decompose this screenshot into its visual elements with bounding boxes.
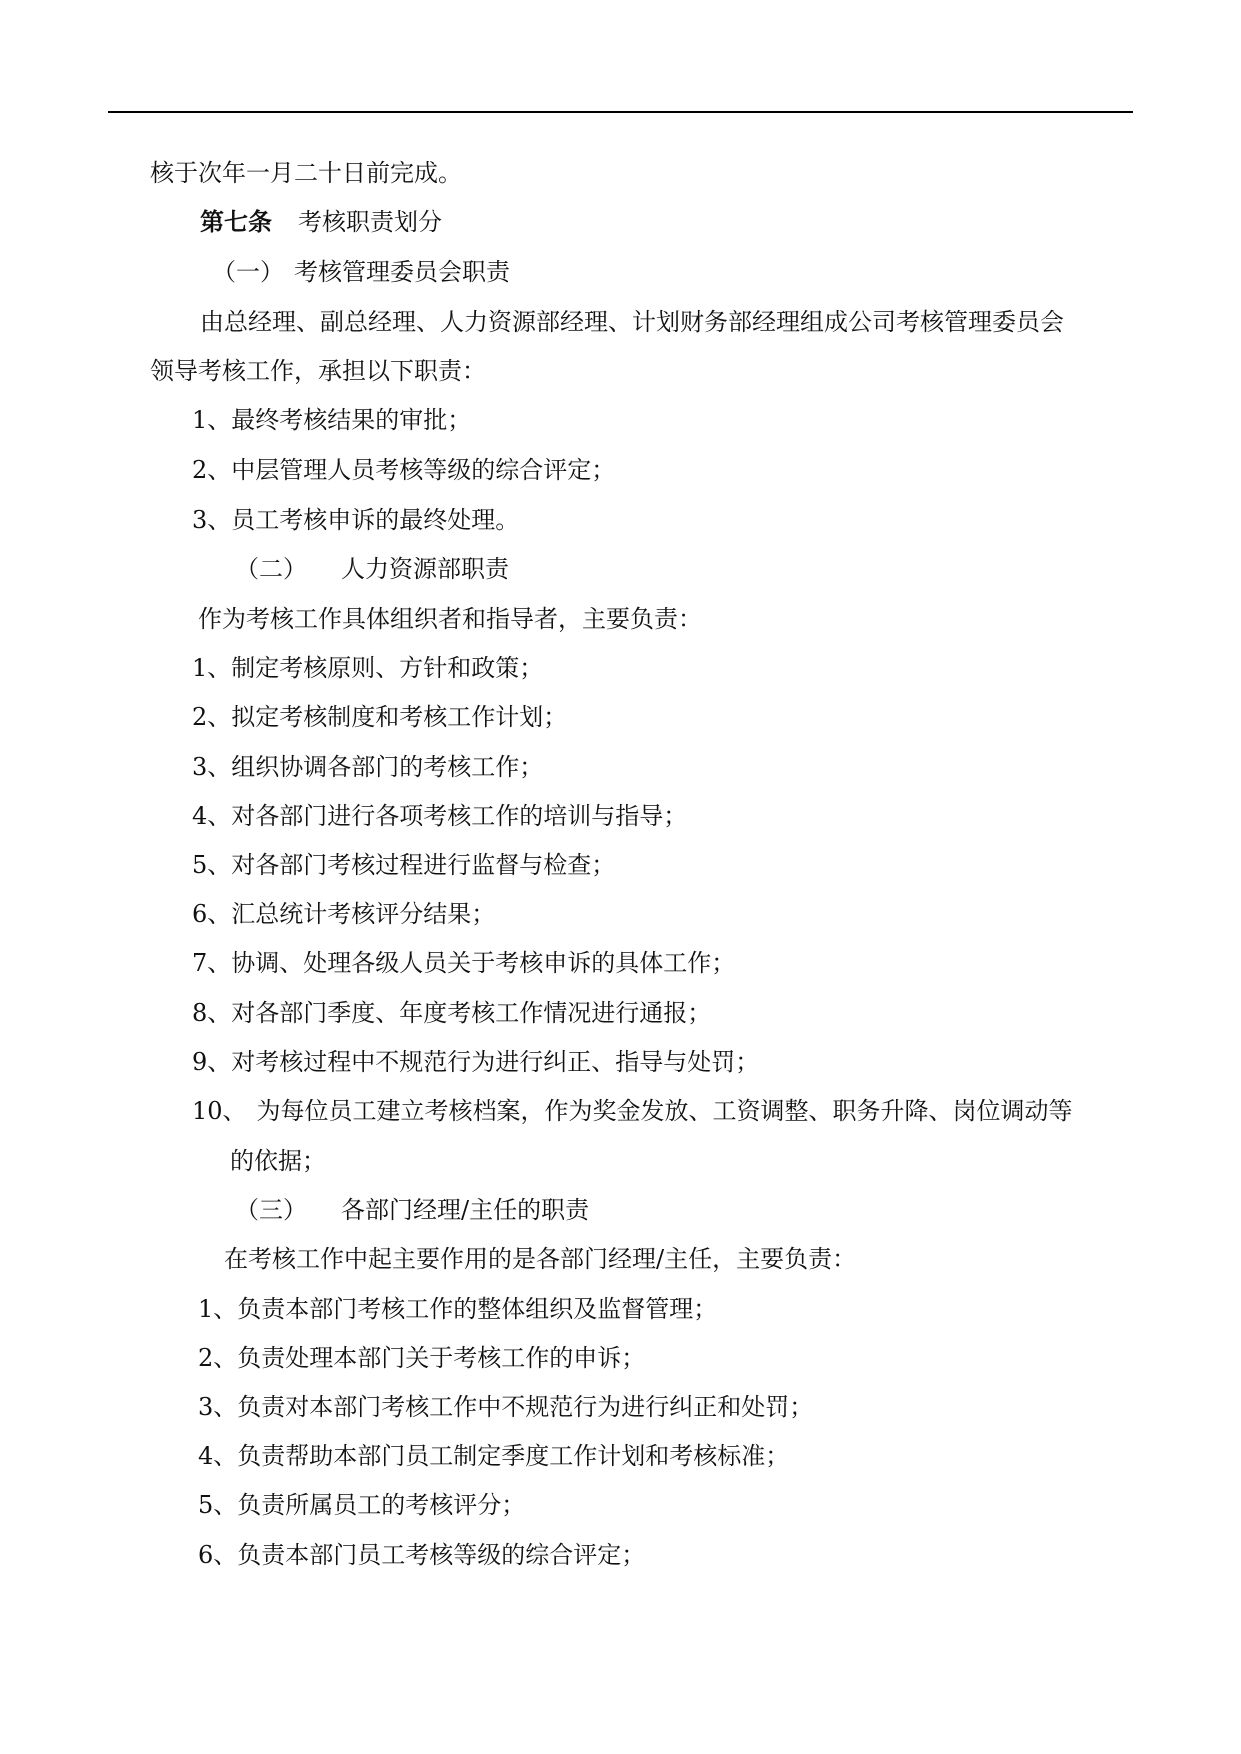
section-heading-2: （二） 人力资源部职责	[235, 555, 509, 583]
list-item: 1、负责本部门考核工作的整体组织及监督管理；	[198, 1295, 718, 1323]
paragraph: 在考核工作中起主要作用的是各部门经理/主任，主要负责：	[224, 1245, 857, 1273]
header-rule	[108, 111, 1133, 113]
list-item: 9、对考核过程中不规范行为进行纠正、指导与处罚；	[192, 1048, 760, 1076]
list-item: 6、负责本部门员工考核等级的综合评定；	[198, 1541, 646, 1569]
list-item: 8、对各部门季度、年度考核工作情况进行通报；	[192, 999, 712, 1027]
list-item: 2、中层管理人员考核等级的综合评定；	[192, 456, 616, 484]
list-item: 3、组织协调各部门的考核工作；	[192, 753, 544, 781]
list-item: 1、最终考核结果的审批；	[192, 406, 472, 434]
list-item: 3、负责对本部门考核工作中不规范行为进行纠正和处罚；	[198, 1393, 814, 1421]
list-item: 1、制定考核原则、方针和政策；	[192, 654, 544, 682]
list-item: 4、对各部门进行各项考核工作的培训与指导；	[192, 802, 688, 830]
paragraph: 由总经理、副总经理、人力资源部经理、计划财务部经理组成公司考核管理委员会	[200, 308, 1064, 336]
list-item: 3、员工考核申诉的最终处理。	[192, 506, 520, 534]
list-item: 10、 为每位员工建立考核档案，作为奖金发放、工资调整、职务升降、岗位调动等	[192, 1097, 1073, 1125]
paragraph: 领导考核工作，承担以下职责：	[150, 357, 486, 385]
list-item: 5、对各部门考核过程进行监督与检查；	[192, 851, 616, 879]
article-heading: 第七条 考核职责划分	[200, 207, 442, 236]
list-item: 6、汇总统计考核评分结果；	[192, 900, 496, 928]
list-item-continuation: 的依据；	[230, 1147, 326, 1175]
list-item: 4、负责帮助本部门员工制定季度工作计划和考核标准；	[198, 1442, 790, 1470]
list-item: 7、协调、处理各级人员关于考核申诉的具体工作；	[192, 949, 736, 977]
list-item: 2、拟定考核制度和考核工作计划；	[192, 703, 568, 731]
paragraph-continuation: 核于次年一月二十日前完成。	[150, 159, 462, 187]
paragraph: 作为考核工作具体组织者和指导者，主要负责：	[198, 605, 702, 633]
section-heading-1: （一） 考核管理委员会职责	[212, 258, 510, 286]
list-item: 2、负责处理本部门关于考核工作的申诉；	[198, 1344, 646, 1372]
section-heading-3: （三） 各部门经理/主任的职责	[235, 1196, 590, 1224]
list-item: 5、负责所属员工的考核评分；	[198, 1491, 526, 1519]
article-label: 第七条	[200, 207, 272, 236]
